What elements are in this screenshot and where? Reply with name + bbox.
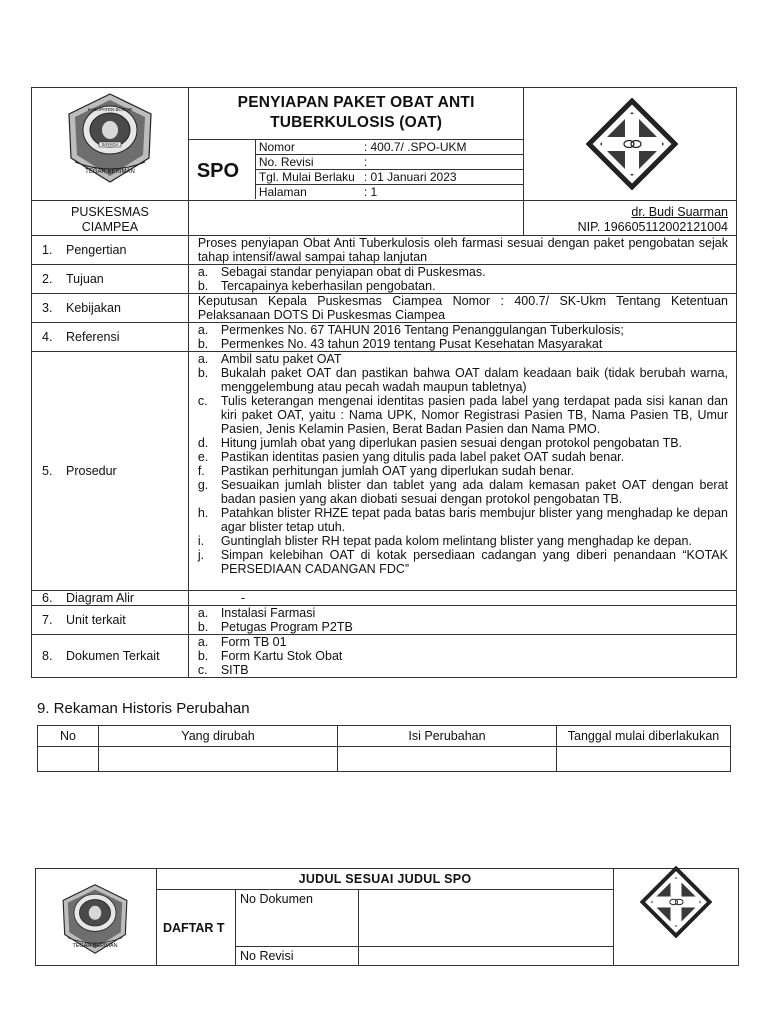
section-row-unit-terkait: 7. Unit terkait a. Instalasi Farmasi b. Petugas Program P2TB [32,606,737,635]
signer-name: dr. Budi Suarman [631,205,728,219]
footer-value-no-dokumen [359,890,614,947]
history-title: 9. Rekaman Historis Perubahan [37,700,250,717]
meta-row-tgl: Tgl. Mulai Berlaku : 01 Januari 2023 [256,169,524,184]
list-item: e. Pastikan identitas pasien yang ditulis pada label paket OAT sudah benar. [197,450,625,464]
footer-title: JUDUL SESUAI JUDUL SPO [157,869,614,890]
section-row-kebijakan: 3. Kebijakan Keputusan Kepala Puskesmas Ciampea Nomor : 400.7/ SK-Ukm Tentang Ketentuan Pelaksanaan DOTS Di Puskesmas Ciampea [32,294,737,323]
footer-right-logo-cell [614,869,739,966]
meta-row-revisi: No. Revisi : [256,154,524,169]
footer-field-no-dokumen: No Dokumen [236,890,359,947]
blank-cell [188,201,524,236]
footer-field-no-revisi: No Revisi [236,947,359,966]
document-title: PENYIAPAN PAKET OBAT ANTI TUBERKULOSIS (OAT) [237,94,475,131]
svg-text:SAYAGA: SAYAGA [101,141,119,147]
spo-table [31,87,737,678]
footer-left-logo-cell [36,869,157,966]
history-col-no: No [38,726,99,747]
signer-cell [524,201,737,236]
header-right-logo-cell [524,88,737,201]
document-meta [189,139,524,200]
meta-row-halaman: Halaman : 1 [256,184,524,199]
list-item: b. Permenkes No. 43 tahun 2019 tentang Pusat Kesehatan Masyarakat [197,337,603,351]
org-cell [32,201,189,236]
list-item: c. Tulis keterangan mengenai identitas pasien pada label yang terdapat pada sisi kanan dan kiri paket OAT, yaitu : Nama UPK, Nomor Registrasi Pasien TB, Nama Pasien TB, Umur Pasien, Jenis Kelamin Pasien, Berat Badan Pasien dan Nama PMO. [197,394,728,436]
list-item: i. Guntinglah blister RH tepat pada kolom melintang blister yang menghadap ke depan. [197,534,692,548]
svg-text:TEGAR BERIMAN: TEGAR BERIMAN [85,169,135,175]
meta-row-nomor: Nomor : 400.7/ .SPO-UKM [258,140,467,154]
list-item: a. Permenkes No. 67 TAHUN 2016 Tentang Penanggulangan Tuberkulosis; [197,323,624,337]
kabupaten-bogor-emblem-icon [65,92,155,184]
section-row-diagram-alir: 6. Diagram Alir - [32,591,737,606]
history-col-isi: Isi Perubahan [338,726,557,747]
puskesmas-logo-icon [640,866,712,938]
history-col-yang-dirubah: Yang dirubah [99,726,338,747]
section-row-dokumen-terkait: 8. Dokumen Terkait a. Form TB 01 b. Form Kartu Stok Obat c. SITB [32,635,737,678]
org-line2: CIAMPEA [81,220,139,234]
spo-label: SPO [196,160,240,182]
table-row [38,747,731,772]
list-item: c. SITB [197,663,249,677]
kebijakan-text: Keputusan Kepala Puskesmas Ciampea Nomor : 400.7/ SK-Ukm Tentang Ketentuan Pelaksanaan DOTS Di Puskesmas Ciampea [197,294,728,322]
footer-daftar-label: DAFTAR T [157,890,236,966]
list-item: a. Ambil satu paket OAT [197,352,342,366]
list-item: g. Sesuaikan jumlah blister dan tablet yang ada dalam kemasan paket OAT dengan berat badan pasien yang akan diobati sesuai dengan protokol pengobatan TB. [197,478,728,506]
list-item: h. Patahkan blister RHZE tepat pada batas baris membujur blister yang menghadap ke depan agar blister tetap utuh. [197,506,728,534]
list-item: a. Instalasi Farmasi [197,606,316,620]
kabupaten-bogor-emblem-icon [60,883,130,955]
list-item: f. Pastikan perhitungan jumlah OAT yang diperlukan sudah benar. [197,464,575,478]
org-line1: PUSKESMAS [71,205,149,219]
svg-text:TEGAR BERIMAN: TEGAR BERIMAN [72,943,118,949]
signer-nip: NIP. 196605112002121004 [577,220,728,234]
history-table [37,725,731,772]
history-col-tanggal: Tanggal mulai diberlakukan [557,726,731,747]
svg-text:KABUPATEN BOGOR: KABUPATEN BOGOR [87,107,133,112]
meta-grid [255,140,524,199]
section-row-prosedur: 5. Prosedur a. Ambil satu paket OAT b. Bukalah paket OAT dan pastikan bahwa OAT dalam keadaan baik (tidak berubah warna, menggelembung atau pecah wadah maupun tabletnya) c. Tulis keterangan mengenai identitas pasien pada label yang terdapat pada sisi kanan dan kiri paket OAT, yaitu : Nama UPK, Nomor Registrasi Pasien TB, Nama Pasien TB, Umur Pasien, Jenis Kelamin Pasien, Berat Badan Pasien dan Nama PMO. d. Hitung jumlah obat yang diperlukan pasien sesuai dengan protokol pengobatan TB. e. Pastikan identitas pasien yang ditulis pada label paket OAT sudah benar. f. Pastikan perhitungan jumlah OAT yang diperlukan sudah benar. g. Sesuaikan jumlah blister dan tablet yang ada dalam kemasan paket OAT dengan berat badan pasien yang akan diobati sesuai dengan protokol pengobatan TB. h. Patahkan blister RHZE tepat pada batas baris membujur blister yang menghadap ke depan agar blister tetap utuh. i. Guntinglah blister RH tepat pada kolom melintang blister yang menghadap ke depan. j. Simpan kelebihan OAT di kotak persediaan cadangan yang diberi penandaan “KOTAK PERSEDIAAN CADANGAN FDC” [32,352,737,591]
list-item: b. Tercapainya keberhasilan pengobatan. [197,279,436,293]
header-left-logo-cell [32,88,189,201]
footer-value-no-revisi [359,947,614,966]
diagram-alir-value: - [240,591,245,605]
pengertian-text: Proses penyiapan Obat Anti Tuberkulosis oleh farmasi sesuai dengan paket pengobatan sejak tahap intensif/awal sampai tahap lanjutan [197,236,728,264]
list-item: b. Bukalah paket OAT dan pastikan bahwa OAT dalam keadaan baik (tidak berubah warna, menggelembung atau pecah wadah maupun tabletnya) [197,366,728,394]
footer-template-table [35,868,739,1004]
puskesmas-logo-icon [586,98,678,190]
header-title-cell [188,88,524,201]
section-row-referensi: 4. Referensi a. Permenkes No. 67 TAHUN 2016 Tentang Penanggulangan Tuberkulosis; b. Permenkes No. 43 tahun 2019 tentang Pusat Kesehatan Masyarakat [32,323,737,352]
list-item: a. Form TB 01 [197,635,287,649]
history-header-row [38,726,731,747]
list-item: a. Sebagai standar penyiapan obat di Puskesmas. [197,265,486,279]
list-item: b. Petugas Program P2TB [197,620,353,634]
list-item: b. Form Kartu Stok Obat [197,649,343,663]
list-item: j. Simpan kelebihan OAT di kotak persediaan cadangan yang diberi penandaan “KOTAK PERSEDIAAN CADANGAN FDC” [197,548,728,576]
section-row-tujuan: 2. Tujuan a. Sebagai standar penyiapan obat di Puskesmas. b. Tercapainya keberhasilan pengobatan. [32,265,737,294]
section-row-pengertian: 1. Pengertian Proses penyiapan Obat Anti Tuberkulosis oleh farmasi sesuai dengan paket pengobatan sejak tahap intensif/awal sampai tahap lanjutan [32,236,737,265]
list-item: d. Hitung jumlah obat yang diperlukan pasien sesuai dengan protokol pengobatan TB. [197,436,683,450]
